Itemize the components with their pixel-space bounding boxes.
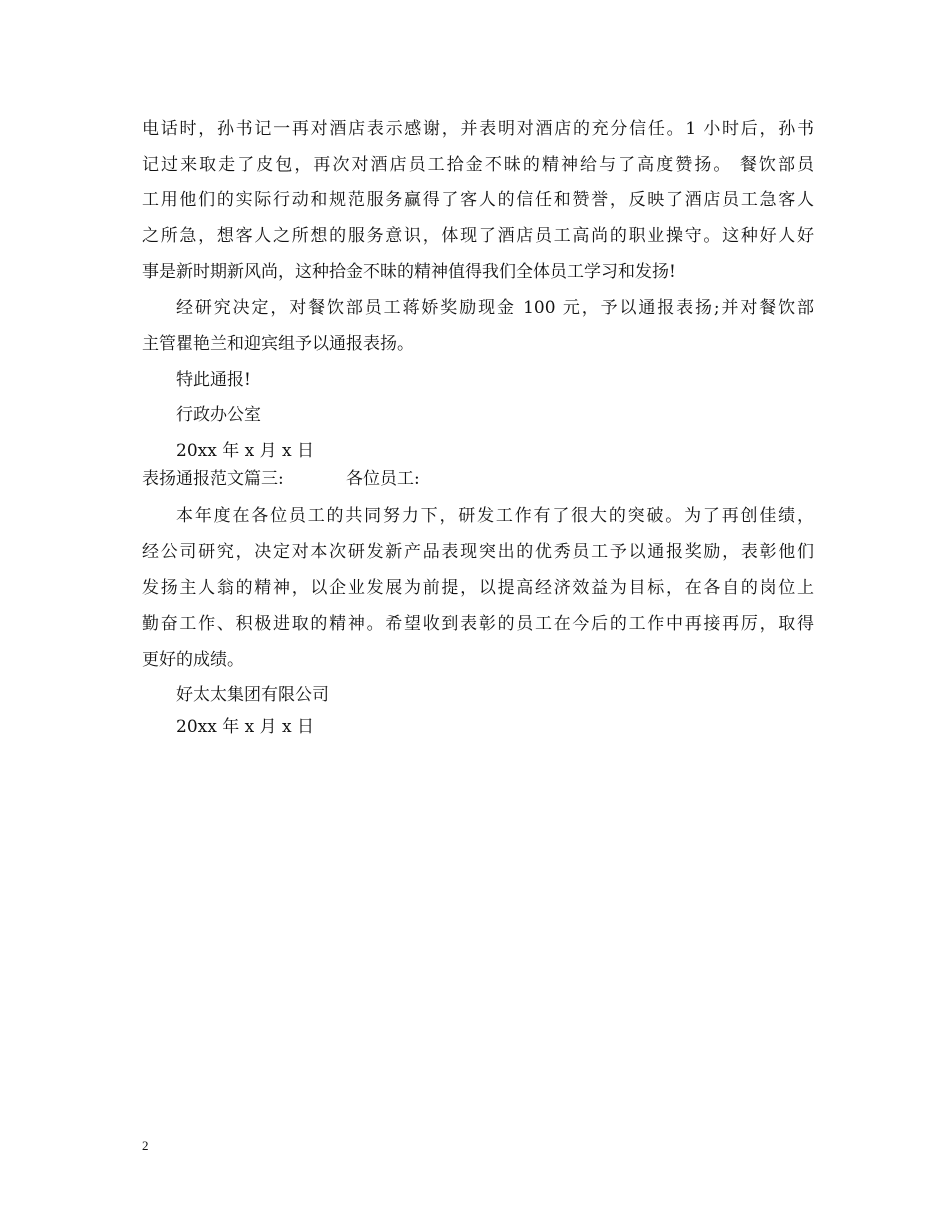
paragraph-line: 发扬主人翁的精神，以企业发展为前提，以提高经济效益为目标，在各自的岗位上 [142, 578, 814, 598]
signature-date: 20xx 年 x 月 x 日 [176, 717, 315, 737]
paragraph-line: 工用他们的实际行动和规范服务赢得了客人的信任和赞誉，反映了酒店员工急客人 [142, 190, 814, 210]
paragraph-line: 勤奋工作、积极进取的精神。希望收到表彰的员工在今后的工作中再接再厉，取得 [142, 614, 814, 634]
section-title: 表扬通报范文篇三: [142, 469, 284, 489]
paragraph-line: 记过来取走了皮包，再次对酒店员工拾金不昧的精神给与了高度赞扬。 餐饮部员 [142, 155, 814, 175]
paragraph-line: 事是新时期新风尚，这种拾金不昧的精神值得我们全体员工学习和发扬! [142, 262, 676, 282]
section-greeting: 各位员工: [346, 469, 420, 489]
paragraph-line: 之所急，想客人之所想的服务意识，体现了酒店员工高尚的职业操守。这种好人好 [142, 226, 814, 246]
paragraph-line: 经公司研究，决定对本次研发新产品表现突出的优秀员工予以通报奖励，表彰他们 [142, 542, 814, 562]
signature-office: 行政办公室 [176, 405, 261, 425]
paragraph-line: 主管瞿艳兰和迎宾组予以通报表扬。 [142, 334, 414, 354]
paragraph-line: 本年度在各位员工的共同努力下，研发工作有了很大的突破。为了再创佳绩， [176, 506, 814, 526]
paragraph-line: 电话时，孙书记一再对酒店表示感谢，并表明对酒店的充分信任。1 小时后，孙书 [142, 119, 814, 139]
signature-date: 20xx 年 x 月 x 日 [176, 441, 315, 461]
paragraph-line: 更好的成绩。 [142, 650, 244, 670]
paragraph-line: 经研究决定，对餐饮部员工蒋娇奖励现金 100 元，予以通报表扬;并对餐饮部 [176, 298, 814, 318]
closing-line: 特此通报! [176, 370, 251, 390]
signature-company: 好太太集团有限公司 [176, 685, 329, 705]
page-number: 2 [142, 1138, 149, 1153]
